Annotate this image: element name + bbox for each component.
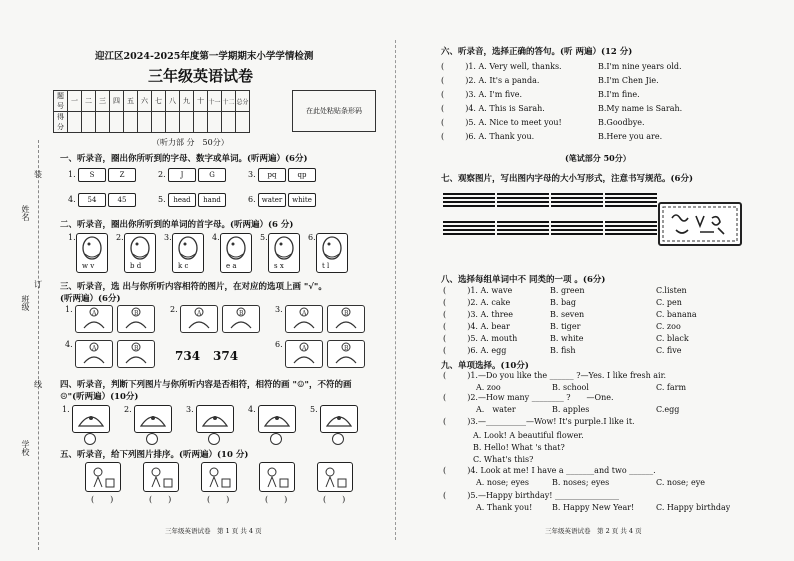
answer-b[interactable]: B.Goodbye. xyxy=(598,118,645,127)
option-a[interactable]: ( )6. A. egg xyxy=(443,346,507,355)
option-c[interactable]: C.egg xyxy=(656,405,680,414)
score-cell[interactable] xyxy=(180,112,194,133)
picture-card xyxy=(72,405,110,433)
illustration-icon xyxy=(173,234,203,262)
score-table xyxy=(53,90,250,133)
order-answer-blank[interactable]: ( ) xyxy=(207,495,230,504)
score-cell[interactable] xyxy=(138,112,152,133)
score-header-cell: 十一 xyxy=(208,91,222,112)
option-b[interactable]: B. noses; eyes xyxy=(552,478,610,487)
section-9-title: 九、单项选择。(10分) xyxy=(441,361,529,371)
picture-card xyxy=(317,462,353,492)
option-a[interactable]: ( )2. A. cake xyxy=(443,298,511,307)
score-cell[interactable] xyxy=(194,112,208,133)
score-cell[interactable] xyxy=(68,112,82,133)
picture-card xyxy=(320,405,358,433)
score-cell[interactable] xyxy=(166,112,180,133)
answer-circle[interactable] xyxy=(332,433,344,445)
section-8-title: 八、选择每组单词中不 同类的一项 。(6分) xyxy=(441,275,606,285)
initial-letters[interactable]: s x xyxy=(274,262,284,270)
svg-text:B: B xyxy=(344,310,349,317)
illustration-icon xyxy=(73,406,109,432)
svg-text:B: B xyxy=(134,310,139,317)
listening-part-label: （听力部 分 50分） xyxy=(152,138,229,147)
illustration-icon xyxy=(317,234,347,262)
illustration-icon xyxy=(125,234,155,262)
option-a-box[interactable]: head xyxy=(168,193,196,207)
score-cell[interactable] xyxy=(124,112,138,133)
option-a-box[interactable]: J xyxy=(168,168,196,182)
score-cell[interactable] xyxy=(222,112,236,133)
side-char-1: 装 xyxy=(34,170,42,179)
illustration-icon xyxy=(197,406,233,432)
section-3-subtitle: (听两遍）(6分) xyxy=(60,294,121,304)
section-6-title: 六、听录音，选择正确的答句。(听 两遍）(12 分) xyxy=(441,47,633,57)
number-option-a[interactable]: 734 xyxy=(175,349,201,363)
illustration-icon xyxy=(86,463,120,491)
option-c[interactable]: C. zoo xyxy=(656,322,681,331)
answer-b[interactable]: B.I'm nine years old. xyxy=(598,62,682,71)
option-illustration-icon xyxy=(76,341,112,367)
option-b[interactable]: B. bag xyxy=(550,298,576,307)
score-header-cell: 五 xyxy=(124,91,138,112)
order-answer-blank[interactable]: ( ) xyxy=(149,495,172,504)
item-number: 2. xyxy=(158,170,166,179)
side-label-name: 姓名 xyxy=(21,205,30,221)
score-header-cell: 九 xyxy=(180,91,194,112)
svg-text:A: A xyxy=(92,345,97,352)
option-c[interactable]: C. What's this? xyxy=(473,455,534,464)
item-number: 2. xyxy=(170,305,178,314)
item-number: 6. xyxy=(275,340,283,349)
item-number: 2. xyxy=(116,233,124,242)
initial-letters[interactable]: t l xyxy=(322,262,330,270)
section-2-title: 二、听录音，圈出你所听到的单词的首字母。(听两遍）(6 分) xyxy=(60,220,294,230)
option-illustration-icon xyxy=(286,306,322,332)
option-a[interactable]: ( )3. A. three xyxy=(443,310,514,319)
writing-line-group[interactable] xyxy=(497,221,549,237)
order-answer-blank[interactable]: ( ) xyxy=(323,495,346,504)
illustration-icon xyxy=(144,463,178,491)
illustration-icon xyxy=(318,463,352,491)
illustration-icon xyxy=(260,463,294,491)
option-illustration-icon xyxy=(223,306,259,332)
page-divider xyxy=(395,40,396,540)
option-picture-b[interactable] xyxy=(117,340,155,368)
option-c[interactable]: C. nose; eye xyxy=(656,478,705,487)
order-answer-blank[interactable]: ( ) xyxy=(265,495,288,504)
writing-line-group[interactable] xyxy=(551,221,603,237)
score-cell[interactable] xyxy=(82,112,96,133)
item-number: 4. xyxy=(68,195,76,204)
svg-text:A: A xyxy=(92,310,97,317)
question-answer-a[interactable]: ( )6. A. Thank you. xyxy=(441,132,535,141)
question-text: ( )2.—How many ________ ? —One. xyxy=(443,393,614,402)
option-b[interactable]: B. Happy New Year! xyxy=(552,503,635,512)
question-answer-a[interactable]: ( )1. A. Very well, thanks. xyxy=(441,62,562,71)
illustration-icon xyxy=(135,406,171,432)
initial-letters[interactable]: e a xyxy=(226,262,237,270)
answer-b[interactable]: B.I'm fine. xyxy=(598,90,640,99)
option-c[interactable]: C. farm xyxy=(656,383,687,392)
option-illustration-icon xyxy=(181,306,217,332)
question-answer-a[interactable]: ( )3. A. I'm five. xyxy=(441,90,522,99)
answer-b[interactable]: B.Here you are. xyxy=(598,132,663,141)
option-picture-a[interactable] xyxy=(180,305,218,333)
writing-line-group[interactable] xyxy=(497,193,549,209)
option-a[interactable]: A. nose; eyes xyxy=(476,478,530,487)
svg-text:A: A xyxy=(197,310,202,317)
picture-card xyxy=(316,233,348,273)
item-number: 4. xyxy=(65,340,73,349)
score-header-cell: 七 xyxy=(152,91,166,112)
section-3-title: 三、听录音，选 出与你所听内容相符的图片，在对应的选项上画 "√"。 xyxy=(60,282,327,292)
answer-b[interactable]: B.I'm Chen Jie. xyxy=(598,76,659,85)
option-b[interactable]: B. fish xyxy=(550,346,576,355)
score-header-cell: 三 xyxy=(96,91,110,112)
item-number: 5. xyxy=(310,405,318,414)
option-a[interactable]: ( )4. A. bear xyxy=(443,322,510,331)
page-title: 三年级英语试卷 xyxy=(148,67,254,85)
option-a[interactable]: A. zoo xyxy=(476,383,501,392)
answer-circle[interactable] xyxy=(208,433,220,445)
option-b[interactable]: B. apples xyxy=(552,405,590,414)
option-b[interactable]: B. school xyxy=(552,383,589,392)
side-label-school: 学校 xyxy=(21,440,30,456)
score-header-cell: 八 xyxy=(166,91,180,112)
answer-b[interactable]: B.My name is Sarah. xyxy=(598,104,683,113)
writing-line-group[interactable] xyxy=(605,221,657,237)
option-picture-a[interactable] xyxy=(75,340,113,368)
item-number: 3. xyxy=(164,233,172,242)
frown-face-icon: ☹ xyxy=(60,392,68,402)
answer-circle[interactable] xyxy=(84,433,96,445)
option-a[interactable]: ( )5. A. mouth xyxy=(443,334,518,343)
item-number: 4. xyxy=(248,405,256,414)
score-header-cell: 六 xyxy=(138,91,152,112)
option-a[interactable]: ( )1. A. wave xyxy=(443,286,513,295)
answer-circle[interactable] xyxy=(146,433,158,445)
option-b-box[interactable]: white xyxy=(288,193,316,207)
question-text: ( )4. Look at me! I have a _______and two ______. xyxy=(443,466,656,475)
option-illustration-icon xyxy=(118,306,154,332)
option-picture-a[interactable] xyxy=(285,305,323,333)
option-picture-b[interactable] xyxy=(117,305,155,333)
illustration-icon xyxy=(221,234,251,262)
svg-text:B: B xyxy=(134,345,139,352)
item-number: 1. xyxy=(68,233,76,242)
picture-card xyxy=(196,405,234,433)
svg-text:B: B xyxy=(344,345,349,352)
option-a-box[interactable]: pq xyxy=(258,168,286,182)
section-7-title: 七、观察图片，写出图内字母的大小写形式，注意书写规范。(6分) xyxy=(441,174,693,184)
score-header-cell: 题号 xyxy=(54,91,68,112)
score-cell[interactable] xyxy=(152,112,166,133)
illustration-icon xyxy=(259,406,295,432)
svg-text:A: A xyxy=(302,310,307,317)
exam-header: 迎江区2024-2025年度第一学期期末小学学情检测 xyxy=(95,51,314,62)
item-number: 5. xyxy=(158,195,166,204)
illustration-icon xyxy=(77,234,107,262)
section-4-title: 四、听录音，判断下列图片与你所听内容是否相符，相符的画 "☺"，不符的画 xyxy=(60,380,352,390)
side-char-3: 线 xyxy=(34,380,42,389)
score-cell: 得分 xyxy=(54,112,68,133)
svg-text:A: A xyxy=(302,345,307,352)
score-cell[interactable] xyxy=(110,112,124,133)
side-char-2: 订 xyxy=(34,280,42,289)
item-number: 1. xyxy=(62,405,70,414)
picture-card xyxy=(201,462,237,492)
option-a[interactable]: A. Look! A beautiful flower. xyxy=(473,431,584,440)
option-c[interactable]: C. five xyxy=(656,346,682,355)
question-answer-a[interactable]: ( )4. A. This is Sarah. xyxy=(441,104,545,113)
option-picture-a[interactable] xyxy=(285,340,323,368)
side-label-class: 班级 xyxy=(21,295,30,311)
option-picture-b[interactable] xyxy=(327,305,365,333)
option-a[interactable]: A. water xyxy=(476,405,516,414)
option-a-box[interactable]: water xyxy=(258,193,286,207)
score-header-cell: 十二 xyxy=(222,91,236,112)
option-a[interactable]: A. Thank you! xyxy=(476,503,533,512)
illustration-icon xyxy=(269,234,299,262)
svg-text:B: B xyxy=(239,310,244,317)
picture-card xyxy=(134,405,172,433)
letters-picture xyxy=(658,202,742,246)
option-illustration-icon xyxy=(76,306,112,332)
initial-letters[interactable]: b d xyxy=(130,262,142,270)
option-b-box[interactable]: 45 xyxy=(108,193,136,207)
decorative-letters-icon xyxy=(660,204,740,244)
item-number: 3. xyxy=(275,305,283,314)
item-number: 5. xyxy=(260,233,268,242)
writing-line-group[interactable] xyxy=(551,193,603,209)
option-c[interactable]: C. pen xyxy=(656,298,682,307)
item-number: 6. xyxy=(308,233,316,242)
smile-face-icon: ☺ xyxy=(296,380,305,390)
option-picture-b[interactable] xyxy=(222,305,260,333)
writing-line-group[interactable] xyxy=(443,221,495,237)
illustration-icon xyxy=(202,463,236,491)
option-illustration-icon xyxy=(328,306,364,332)
binding-strip xyxy=(6,140,46,560)
option-c[interactable]: C. black xyxy=(656,334,689,343)
option-c[interactable]: C. banana xyxy=(656,310,697,319)
section-5-title: 五、听录音，给下列图片排序。(听两遍）(10 分) xyxy=(60,450,249,460)
writing-line-group[interactable] xyxy=(443,193,495,209)
option-b[interactable]: B. Hello! What 's that? xyxy=(473,443,565,452)
option-b-box[interactable]: G xyxy=(198,168,226,182)
option-picture-b[interactable] xyxy=(327,340,365,368)
option-illustration-icon xyxy=(118,341,154,367)
order-answer-blank[interactable]: ( ) xyxy=(91,495,114,504)
illustration-icon xyxy=(321,406,357,432)
option-b-box[interactable]: hand xyxy=(198,193,226,207)
item-number: 3. xyxy=(248,170,256,179)
item-number: 1. xyxy=(68,170,76,179)
option-a-box[interactable]: S xyxy=(78,168,106,182)
score-header-cell: 总分 xyxy=(236,91,250,112)
option-b[interactable]: B. white xyxy=(550,334,584,343)
number-option-b[interactable]: 374 xyxy=(213,349,239,363)
question-text: ( )5.—Happy birthday! ________________ xyxy=(443,491,620,500)
option-illustration-icon xyxy=(286,341,322,367)
score-cell[interactable] xyxy=(236,112,250,133)
item-number: 4. xyxy=(212,233,220,242)
option-a-box[interactable]: 54 xyxy=(78,193,106,207)
answer-circle[interactable] xyxy=(270,433,282,445)
option-b-box[interactable]: Z xyxy=(108,168,136,182)
item-number: 2. xyxy=(124,405,132,414)
option-picture-a[interactable] xyxy=(75,305,113,333)
item-number: 3. xyxy=(186,405,194,414)
left-footer: 三年级英语试卷 第 1 页 共 4 页 xyxy=(165,527,262,535)
option-b[interactable]: B. tiger xyxy=(550,322,581,331)
writing-line-group[interactable] xyxy=(605,193,657,209)
question-text: ( )3.—__________—Wow! It's purple.I like it. xyxy=(443,417,635,426)
score-cell[interactable] xyxy=(208,112,222,133)
question-answer-a[interactable]: ( )5. A. Nice to meet you! xyxy=(441,118,562,127)
item-number: 1. xyxy=(65,305,73,314)
picture-card xyxy=(143,462,179,492)
item-number: 6. xyxy=(248,195,256,204)
score-header-cell: 四 xyxy=(110,91,124,112)
initial-letters[interactable]: w v xyxy=(82,262,95,270)
picture-card xyxy=(258,405,296,433)
option-b[interactable]: B. green xyxy=(550,286,585,295)
section-4-subtitle: ☹"(听两遍）(10分) xyxy=(60,392,139,402)
picture-card xyxy=(85,462,121,492)
score-header-cell: 十 xyxy=(194,91,208,112)
option-c[interactable]: C. Happy birthday xyxy=(656,503,731,512)
score-cell[interactable] xyxy=(96,112,110,133)
written-part-label: (笔试部分 50分） xyxy=(565,153,631,163)
question-answer-a[interactable]: ( )2. A. It's a panda. xyxy=(441,76,540,85)
option-b-box[interactable]: qp xyxy=(288,168,316,182)
score-header-cell: 二 xyxy=(82,91,96,112)
right-footer: 三年级英语试卷 第 2 页 共 4 页 xyxy=(545,527,642,535)
option-b[interactable]: B. seven xyxy=(550,310,585,319)
barcode-area: 在此处粘贴条形码 xyxy=(292,90,376,132)
initial-letters[interactable]: k c xyxy=(178,262,189,270)
section-1-title: 一、听录音，圈出你所听到的字母、数字或单词。(听两遍）(6分) xyxy=(60,154,308,164)
option-c[interactable]: C.listen xyxy=(656,286,687,295)
picture-card xyxy=(268,233,300,273)
score-header-cell: 一 xyxy=(68,91,82,112)
question-text: ( )1.—Do you like the ______ ?—Yes. I like fresh air. xyxy=(443,371,667,380)
picture-card xyxy=(259,462,295,492)
option-illustration-icon xyxy=(328,341,364,367)
